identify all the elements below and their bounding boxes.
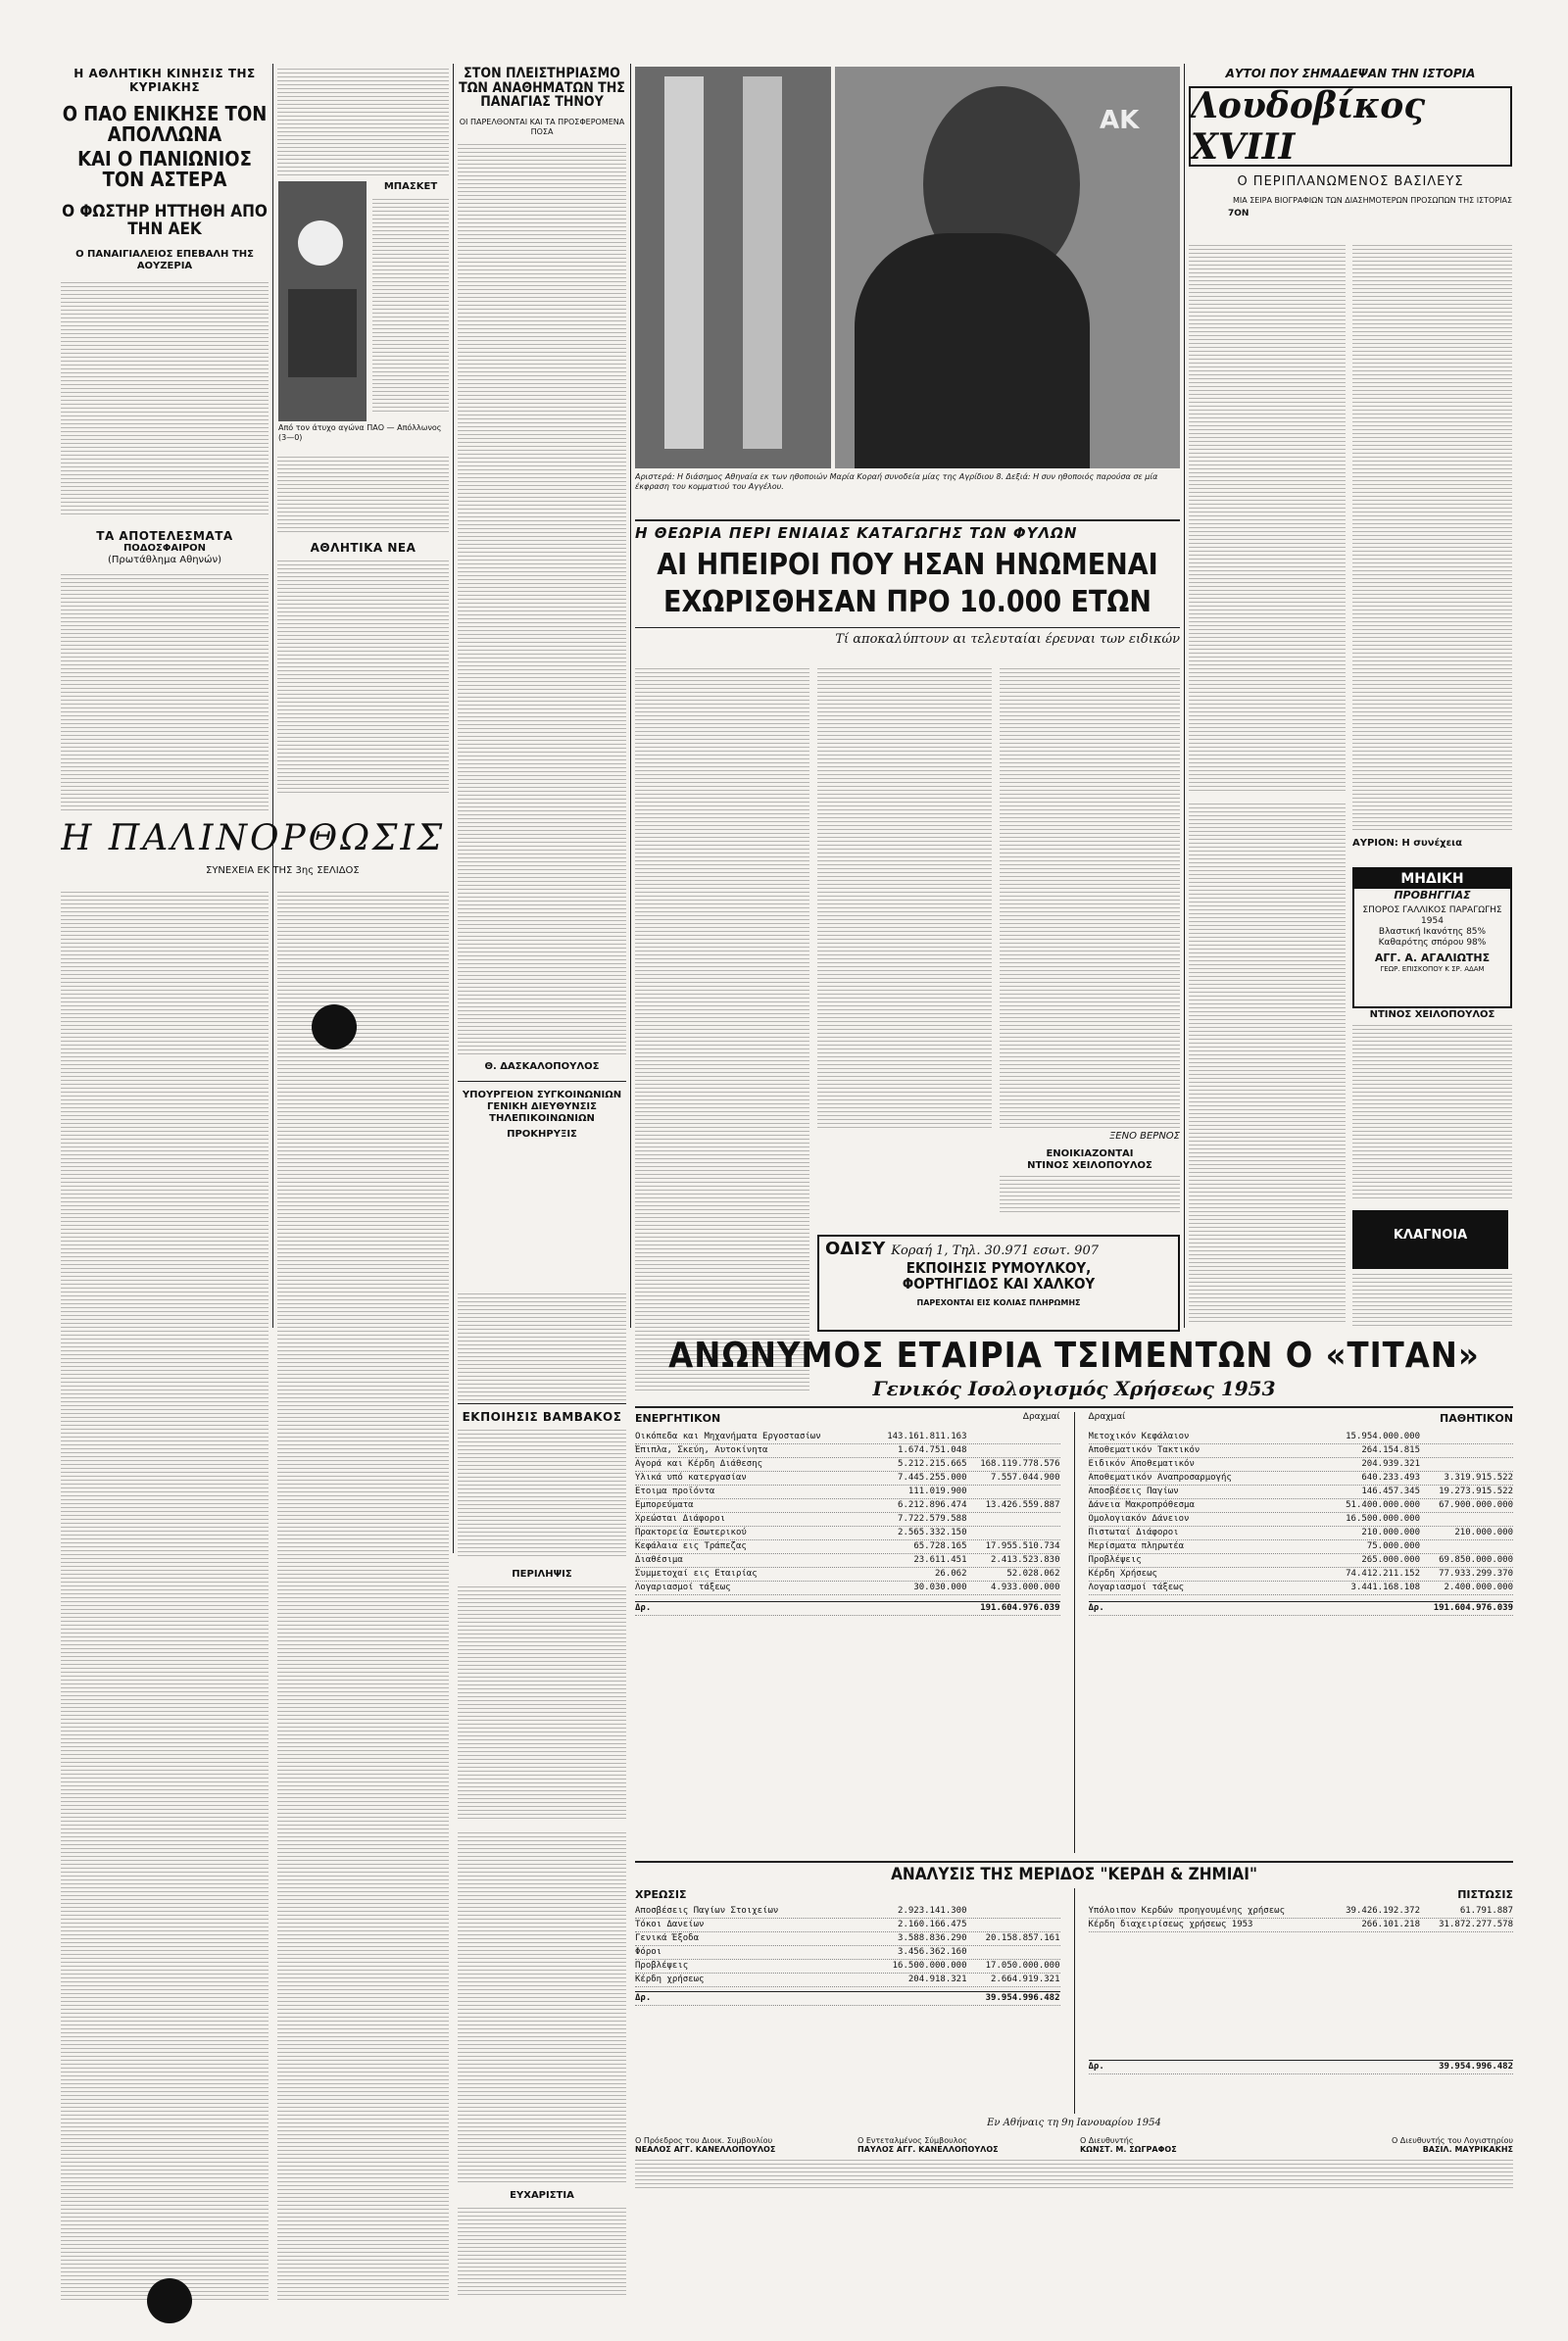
row-label: Εμπορεύματα — [635, 1499, 694, 1510]
row-subtotal: 2.400.000.000 — [1444, 1582, 1513, 1592]
row-label: Πρακτορεία Εσωτερικού — [635, 1527, 747, 1537]
row-label: Μερίσματα πληρωτέα — [1088, 1540, 1185, 1551]
table-row — [635, 1568, 1060, 1582]
row-subtotal: 20.158.857.161 — [985, 1932, 1060, 1943]
row-value: 75.000.000 — [1366, 1540, 1420, 1551]
row-subtotal: 61.791.887 — [1459, 1905, 1513, 1916]
tinos-sub: ΟΙ ΠΑΡΕΛΘΟΝΤΑΙ ΚΑΙ ΤΑ ΠΡΟΣΦΕΡΟΜΕΝΑ ΠΟΣΑ — [459, 118, 625, 136]
row-value: 640.233.493 — [1361, 1472, 1420, 1483]
sports-article — [61, 67, 269, 811]
row-subtotal — [1420, 1431, 1513, 1443]
auditor-text — [635, 2160, 1513, 2189]
midiki-sub: ΠΡΟΒΗΓΓΙΑΣ — [1394, 889, 1471, 902]
row-value: 7.722.579.588 — [898, 1513, 967, 1524]
assets-total: 191.604.976.039 — [980, 1602, 1060, 1613]
rent2-text — [1352, 1025, 1512, 1201]
table-row — [1089, 1472, 1514, 1486]
debit-total-row: Δρ. 39.954.996.482 — [635, 1991, 1060, 2006]
cotton-title: ΕΚΠΟΙΗΣΙΣ ΒΑΜΒΑΚΟΣ — [462, 1410, 622, 1424]
row-label: Κέρδη Χρήσεως — [1088, 1568, 1157, 1579]
rent-text — [1000, 1176, 1180, 1215]
row-label: Δάνεια Μακροπρόθεσμα — [1088, 1499, 1195, 1510]
debit-table — [635, 1905, 1060, 1987]
thanks-title: ΕΥΧΑΡΙΣΤΙΑ — [510, 2190, 574, 2201]
row-label: Έπιπλα, Σκεύη, Αυτοκίνητα — [635, 1444, 768, 1455]
liabilities-label: ΠΑΘΗΤΙΚΟΝ — [1440, 1411, 1513, 1425]
row-subtotal: 52.028.062 — [1006, 1568, 1060, 1579]
column-rule — [1074, 1412, 1075, 1853]
table-row — [635, 1974, 1060, 1987]
palinorthosis-header — [61, 818, 453, 867]
article-text — [61, 282, 269, 517]
row-value: 39.426.192.372 — [1346, 1905, 1420, 1916]
louis-text-col3 — [1189, 804, 1346, 1323]
sign1-name: ΝΕΑΛΟΣ ΑΓΓ. ΚΑΝΕΛΛΟΠΟΥΛΟΣ — [635, 2144, 776, 2154]
liabilities-column — [1089, 1412, 1514, 1853]
row-value: 5.212.215.665 — [898, 1458, 967, 1469]
credit-label: ΠΙΣΤΩΣΙΣ — [1457, 1887, 1513, 1901]
basket-text — [372, 199, 449, 415]
row-subtotal — [1420, 1513, 1513, 1526]
row-label: Αγορά και Κέρδη Διάθεσης — [635, 1458, 763, 1469]
louis-title-box — [1189, 86, 1512, 167]
table-row — [635, 1960, 1060, 1974]
sign-letters: ΑΚ — [1100, 106, 1140, 135]
row-value: 3.588.836.290 — [898, 1932, 967, 1943]
row-label: Χρεώσται Διάφοροι — [635, 1513, 726, 1524]
row-value: 7.445.255.000 — [898, 1472, 967, 1483]
row-value: 146.457.345 — [1361, 1486, 1420, 1496]
table-row — [1089, 1499, 1514, 1513]
signatures — [635, 2136, 1513, 2154]
row-label: Φόροι — [635, 1946, 662, 1957]
ministry-title: ΥΠΟΥΡΓΕΙΟΝ ΣΥΓΚΟΙΝΩΝΙΩΝ ΓΕΝΙΚΗ ΔΙΕΥΘΥΝΣΙΣ ΤΗΛΕΠΙΚΟΙΝΩΝΙΩΝ — [462, 1090, 622, 1125]
odisy-name: ΟΔΙΣΥ — [825, 1239, 886, 1259]
row-value: 111.019.900 — [907, 1486, 967, 1496]
basket-results — [277, 457, 449, 535]
row-subtotal: 7.557.044.900 — [991, 1472, 1060, 1483]
row-value: 74.412.211.152 — [1346, 1568, 1420, 1579]
assets-column — [635, 1412, 1060, 1853]
tinos-article — [458, 67, 626, 1331]
figure-shape — [855, 233, 1090, 468]
assets-table — [635, 1431, 1060, 1595]
photo-caption-wrap — [635, 472, 1180, 517]
sport-side-text — [372, 181, 449, 421]
row-subtotal: 168.119.778.576 — [980, 1458, 1060, 1469]
row-subtotal — [967, 1919, 1060, 1931]
row-label: Ετοιμα προϊόντα — [635, 1486, 715, 1496]
louis-text-col2 — [1352, 245, 1512, 833]
row-subtotal: 19.273.915.522 — [1439, 1486, 1513, 1496]
row-subtotal — [1420, 1444, 1513, 1457]
column-rule — [1184, 64, 1185, 1328]
row-value: 23.611.451 — [913, 1554, 967, 1565]
athletics-text — [277, 561, 449, 796]
row-subtotal — [967, 1527, 1060, 1539]
row-subtotal: 4.933.000.000 — [991, 1582, 1060, 1592]
louis-part: 7ΟΝ — [1228, 209, 1250, 219]
row-label: Μετοχικόν Κεφάλαιον — [1088, 1431, 1190, 1441]
midiki-brand: ΜΗΔΙΚΗ — [1354, 869, 1510, 889]
rent-name: ΝΤΙΝΟΣ ΧΕΙΛΟΠΟΥΛΟΣ — [1027, 1160, 1152, 1171]
row-value: 266.101.218 — [1361, 1919, 1420, 1929]
row-subtotal: 210.000.000 — [1454, 1527, 1513, 1537]
tinos-text — [458, 144, 626, 1055]
ink-blot — [147, 2278, 192, 2323]
sport-caption: Από τον άτυχο αγώνα ΠΑΟ — Απόλλωνος (3—0) — [278, 423, 442, 442]
table-row — [1089, 1905, 1514, 1919]
louis-text-col1 — [1189, 245, 1346, 794]
row-subtotal: 2.413.523.830 — [991, 1554, 1060, 1565]
rent2-title: ΝΤΙΝΟΣ ΧΕΙΛΟΠΟΥΛΟΣ — [1369, 1009, 1495, 1020]
klinos-ad — [1352, 1210, 1508, 1269]
row-label: Υπόλοιπον Κερδών προηγουμένης χρήσεως — [1088, 1905, 1285, 1916]
table-row — [635, 1486, 1060, 1499]
row-value: 26.062 — [934, 1568, 967, 1579]
sign2-name: ΠΑΥΛΟΣ ΑΓΓ. ΚΑΝΕΛΛΟΠΟΥΛΟΣ — [857, 2144, 999, 2154]
continents-deck: Τί αποκαλύπτουν αι τελευταίαι έρευναι των ειδικών — [635, 627, 1180, 647]
liabilities-table — [1089, 1431, 1514, 1595]
row-subtotal: 69.850.000.000 — [1439, 1554, 1513, 1565]
table-row — [635, 1582, 1060, 1595]
sports-headline-1: Ο ΠΑΟ ΕΝΙΚΗΣΕ ΤΟΝ ΑΠΟΛΛΩΝΑ — [62, 102, 268, 146]
table-row — [1089, 1458, 1514, 1472]
divider — [458, 1403, 626, 1404]
table-row — [635, 1932, 1060, 1946]
row-subtotal: 17.050.000.000 — [985, 1960, 1060, 1971]
row-subtotal: 3.319.915.522 — [1444, 1472, 1513, 1483]
table-row — [635, 1540, 1060, 1554]
ball-shape — [298, 220, 343, 266]
ministry-sub: ΠΡΟΚΗΡΥΞΙΣ — [507, 1129, 577, 1141]
continents-text-col2 — [817, 668, 992, 1129]
midiki-addr: ΓΕΩΡ. ΕΠΙΣΚΟΠΟΥ Κ ΣΡ. ΑΔΑΜ — [1380, 964, 1485, 973]
athletics-block — [277, 541, 449, 805]
row-label: Πιστωταί Διάφοροι — [1088, 1527, 1179, 1537]
table-row — [635, 1905, 1060, 1919]
titan-title: ΑΝΩΝΥΜΟΣ ΕΤΑΙΡΙΑ ΤΣΙΜΕΝΤΩΝ Ο «ΤΙΤΑΝ» — [668, 1338, 1480, 1376]
louis-article-head — [1189, 67, 1512, 272]
divider — [458, 1081, 626, 1082]
table-row — [1089, 1582, 1514, 1595]
pl-columns — [635, 1888, 1513, 2114]
ink-blot — [312, 1004, 357, 1049]
klinos-label: ΚΛΑΓΝΟΙΑ — [1393, 1228, 1468, 1243]
table-row — [1089, 1554, 1514, 1568]
row-label: Αποσβέσεις Παγίων — [1088, 1486, 1179, 1496]
titan-date: Εν Αθήναις τη 9η Ιανουαρίου 1954 — [987, 2117, 1161, 2128]
row-value: 65.728.165 — [913, 1540, 967, 1551]
assets-currency: Δραχμαί — [1022, 1411, 1060, 1422]
credit-table — [1089, 1905, 1514, 1932]
continents-article-head — [635, 524, 1180, 661]
continents-kicker: Η ΘΕΩΡΙΑ ΠΕΡΙ ΕΝΙΑΙΑΣ ΚΑΤΑΓΩΓΗΣ ΤΩΝ ΦΥΛΩΝ — [635, 524, 1078, 542]
sport-photo — [278, 181, 367, 421]
row-subtotal — [1420, 1458, 1513, 1471]
table-row — [1089, 1568, 1514, 1582]
liabilities-total-row: Δρ. 191.604.976.039 — [1089, 1601, 1514, 1616]
palinorthosis-text-col2 — [277, 892, 449, 2303]
table-row — [1089, 1486, 1514, 1499]
sports-headline-2: ΚΑΙ Ο ΠΑΝΙΩΝΙΟΣ ΤΟΝ ΑΣΤΕΡΑ — [77, 147, 252, 191]
liabilities-currency: Δραχμαί — [1088, 1411, 1126, 1422]
photo-caption: Αριστερά: Η διάσημος Αθηναία εκ των ηθοποιών Μαρία Κοραή συνοδεία μίας της Αγρίδιου 8. Δεξιά: Η συν ηθοποιός παρούσα σε μία έκφραση του κομματιού του Αγγέλου. — [635, 472, 1158, 491]
balance-columns — [635, 1412, 1513, 1853]
row-value: 265.000.000 — [1361, 1554, 1420, 1565]
row-subtotal: 31.872.277.578 — [1439, 1919, 1513, 1929]
ministry-text — [458, 1293, 626, 1401]
row-label: Αποσβέσεις Παγίων Στοιχείων — [635, 1905, 779, 1916]
right-footer-text — [1352, 1274, 1512, 1328]
row-value: 51.400.000.000 — [1346, 1499, 1420, 1510]
row-value: 204.918.321 — [907, 1974, 967, 1984]
table-row — [635, 1472, 1060, 1486]
row-label: Προβλέψεις — [1088, 1554, 1142, 1565]
titan-subtitle: Γενικός Ισολογισμός Χρήσεως 1953 — [872, 1376, 1276, 1400]
lost-title: ΠΕΡΙΛΗΨΙΣ — [512, 1569, 572, 1580]
credit-total: 39.954.996.482 — [1439, 2061, 1513, 2072]
midiki-name: ΑΓΓ. Α. ΑΓΑΛΙΩΤΗΣ — [1374, 951, 1491, 965]
row-value: 204.939.321 — [1361, 1458, 1420, 1469]
row-label: Συμμετοχαί εις Εταιρίας — [635, 1568, 758, 1579]
row-value: 2.923.141.300 — [898, 1905, 967, 1916]
sports-subhead: Ο ΠΑΝΑΙΓΙΑΛΕΙΟΣ ΕΠΕΒΑΛΗ ΤΗΣ ΑΟΥΖΕΡΙΑ — [75, 248, 254, 271]
table-row — [1089, 1527, 1514, 1540]
row-subtotal — [967, 1905, 1060, 1918]
louis-series: ΜΙΑ ΣΕΙΡΑ ΒΙΟΓΡΑΦΙΩΝ ΤΩΝ ΔΙΑΣΗΜΟΤΕΡΩΝ ΠΡΟΣΩΠΩΝ ΤΗΣ ΙΣΤΟΡΙΑΣ — [1232, 195, 1512, 205]
column-rule — [630, 64, 631, 1328]
sports-kicker: Η ΑΘΛΗΤΙΚΗ ΚΙΝΗΣΙΣ ΤΗΣ ΚΥΡΙΑΚΗΣ — [74, 67, 256, 94]
row-value: 16.500.000.000 — [1346, 1513, 1420, 1524]
continents-headline-1: ΑΙ ΗΠΕΙΡΟΙ ΠΟΥ ΗΣΑΝ ΗΝΩΜΕΝΑΙ — [657, 548, 1158, 582]
row-label: Διαθέσιμα — [635, 1554, 683, 1565]
pl-title: ΑΝΑΛΥΣΙΣ ΤΗΣ ΜΕΡΙΔΟΣ "ΚΕΡΔΗ & ΖΗΜΙΑΙ" — [891, 1864, 1257, 1884]
row-label: Ειδικόν Αποθεματικόν — [1088, 1458, 1195, 1469]
midiki-ad — [1352, 867, 1512, 1008]
row-label: Προβλέψεις — [635, 1960, 689, 1971]
section-rule — [635, 519, 1180, 521]
basket-title: ΜΠΑΣΚΕΤ — [383, 181, 438, 192]
continents-text-col3 — [1000, 668, 1180, 1129]
midiki-line-3: Καθαρότης σπόρου 98% — [1378, 937, 1487, 948]
louis-tomorrow-wrap — [1352, 838, 1512, 861]
column-rule — [272, 64, 273, 1328]
row-value: 1.674.751.048 — [898, 1444, 967, 1455]
notices-text — [458, 1832, 626, 2185]
row-label: Τόκοι Δανείων — [635, 1919, 705, 1929]
athletics-title: ΑΘΛΗΤΙΚΑ ΝΕΑ — [310, 541, 416, 555]
sports-headline-3: Ο ΦΩΣΤΗΡ ΗΤΤΗΘΗ ΑΠΟ ΤΗΝ ΑΕΚ — [62, 202, 268, 239]
row-value: 264.154.815 — [1361, 1444, 1420, 1455]
row-subtotal — [967, 1486, 1060, 1498]
louis-kicker: ΑΥΤΟΙ ΠΟΥ ΣΗΜΑΔΕΨΑΝ ΤΗΝ ΙΣΤΟΡΙΑ — [1225, 67, 1476, 80]
row-value: 2.160.166.475 — [898, 1919, 967, 1929]
row-label: Ομολογιακόν Δάνειον — [1088, 1513, 1190, 1524]
rent-title: ΕΝΟΙΚΙΑΖΟΝΤΑΙ — [1046, 1148, 1134, 1159]
column-rule — [1074, 1888, 1075, 2114]
midiki-line-1: ΣΠΟΡΟΣ ΓΑΛΛΙΚΟΣ ΠΑΡΑΓΩΓΗΣ 1954 — [1362, 905, 1502, 926]
palinorthosis-title: Η ΠΑΛΙΝΟΡΘΩΣΙΣ — [61, 818, 446, 858]
row-subtotal — [967, 1946, 1060, 1959]
row-subtotal: 17.955.510.734 — [985, 1540, 1060, 1551]
sports-text-col2 — [277, 69, 449, 176]
row-label: Κέρδη διαχειρίσεως χρήσεως 1953 — [1088, 1919, 1253, 1929]
louis-title: Λουδοβίκος XVIII — [1191, 85, 1426, 168]
row-subtotal — [967, 1431, 1060, 1443]
row-value: 143.161.811.163 — [887, 1431, 967, 1441]
divider — [635, 1861, 1513, 1863]
sport-caption-wrap — [278, 423, 450, 453]
titan-balance-sheet — [635, 1338, 1513, 2303]
continents-headline-2: ΕΧΩΡΙΣΘΗΣΑΝ ΠΡΟ 10.000 ΕΤΩΝ — [663, 584, 1152, 619]
row-subtotal — [1420, 1540, 1513, 1553]
liabilities-total: 191.604.976.039 — [1433, 1602, 1513, 1613]
cotton-text — [458, 1430, 626, 1557]
assets-label: ΕΝΕΡΓΗΤΙΚΟΝ — [635, 1411, 721, 1425]
results-sub: ΠΟΔΟΣΦΑΙΡΟΝ — [122, 542, 207, 554]
table-row — [1089, 1513, 1514, 1527]
row-label: Αποθεματικόν Τακτικόν — [1088, 1444, 1200, 1455]
credit-total-row: Δρ. 39.954.996.482 — [1089, 2060, 1514, 2074]
column-shape — [664, 76, 704, 449]
table-row — [635, 1431, 1060, 1444]
row-label: Αποθεματικόν Αναπροσαρμογής — [1088, 1472, 1232, 1483]
row-label: Λογαριασμοί τάξεως — [1088, 1582, 1185, 1592]
thanks-block — [458, 2190, 626, 2308]
rent2-block — [1352, 1009, 1512, 1205]
row-subtotal: 13.426.559.887 — [985, 1499, 1060, 1510]
continents-signature: ΞΕΝΟ ΒΕΡΝΟΣ — [1108, 1131, 1180, 1142]
row-label: Κεφάλαια εις Τράπεζας — [635, 1540, 747, 1551]
table-row — [635, 1499, 1060, 1513]
row-value: 15.954.000.000 — [1346, 1431, 1420, 1441]
table-row — [1089, 1540, 1514, 1554]
row-subtotal: 67.900.000.000 — [1439, 1499, 1513, 1510]
table-row — [635, 1919, 1060, 1932]
table-row — [635, 1444, 1060, 1458]
results-title: ΤΑ ΑΠΟΤΕΛΕΣΜΑΤΑ — [96, 528, 233, 543]
table-row — [635, 1946, 1060, 1960]
sign3-name: ΚΩΝΣΤ. Μ. ΣΩΓΡΑΦΟΣ — [1079, 2144, 1177, 2154]
row-subtotal: 77.933.299.370 — [1439, 1568, 1513, 1579]
midiki-line-2: Βλαστική Ικανότης 85% — [1378, 926, 1487, 937]
sign3-role: Ο Διευθυντής — [1079, 2135, 1134, 2145]
row-value: 16.500.000.000 — [892, 1960, 967, 1971]
results-sub-2: (Πρωτάθλημα Αθηνών) — [107, 554, 221, 565]
debit-total: 39.954.996.482 — [985, 1992, 1060, 2003]
continents-text-col1 — [635, 668, 809, 1393]
palinorthosis-sub: ΣΥΝΕΧΕΙΑ ΕΚ ΤΗΣ 3ης ΣΕΛΙΔΟΣ — [206, 865, 360, 876]
tinos-headline: ΣΤΟΝ ΠΛΕΙΣΤΗΡΙΑΣΜΟ ΤΩΝ ΑΝΑΘΗΜΑΤΩΝ ΤΗΣ ΠΑΝΑΓΙΑΣ ΤΗΝΟΥ — [459, 67, 625, 111]
sign1-role: Ο Πρόεδρος του Διοικ. Συμβουλίου — [635, 2135, 773, 2145]
table-row — [635, 1527, 1060, 1540]
row-value: 210.000.000 — [1361, 1527, 1420, 1537]
odisy-ad — [817, 1235, 1180, 1332]
table-row — [1089, 1431, 1514, 1444]
louis-subtitle: Ο ΠΕΡΙΠΛΑΝΩΜΕΝΟΣ ΒΑΣΙΛΕΥΣ — [1237, 174, 1464, 189]
row-value: 30.030.000 — [913, 1582, 967, 1592]
photo-right — [835, 67, 1180, 468]
table-row — [1089, 1444, 1514, 1458]
results-text — [61, 574, 269, 811]
row-subtotal — [967, 1444, 1060, 1457]
lost-text — [458, 1586, 626, 1822]
table-row — [635, 1554, 1060, 1568]
debit-label: ΧΡΕΩΣΙΣ — [635, 1887, 687, 1901]
table-row — [635, 1513, 1060, 1527]
table-row — [1089, 1919, 1514, 1932]
credit-column — [1089, 1888, 1514, 2114]
continents-end — [1000, 1131, 1180, 1225]
row-label: Υλικά υπό κατεργασίαν — [635, 1472, 747, 1483]
odisy-footer: ΠΑΡΕΧΟΝΤΑΙ ΕΙΣ ΚΟΛΙΑΣ ΠΛΗΡΩΜΗΣ — [916, 1297, 1081, 1307]
row-value: 2.565.332.150 — [898, 1527, 967, 1537]
row-label: Γενικά Έξοδα — [635, 1932, 700, 1943]
palinorthosis-sub-wrap — [206, 865, 451, 889]
row-subtotal: 2.664.919.321 — [991, 1974, 1060, 1984]
odisy-title-2: ΦΟΡΤΗΓΙΔΟΣ ΚΑΙ ΧΑΛΚΟΥ — [902, 1274, 1096, 1292]
sign2-role: Ο Εντεταλμένος Σύμβουλος — [857, 2135, 968, 2145]
row-subtotal — [967, 1513, 1060, 1526]
odisy-title-1: ΕΚΠΟΙΗΣΙΣ ΡΥΜΟΥΛΚΟΥ, — [906, 1259, 1092, 1277]
sign4-role: Ο Διευθυντής του Λογιστηρίου — [1391, 2135, 1513, 2145]
thanks-text — [458, 2208, 626, 2296]
sign4-name: ΒΑΣΙΛ. ΜΑΥΡΙΚΑΚΗΣ — [1422, 2144, 1513, 2154]
tinos-signature: Θ. ΔΑΣΚΑΛΟΠΟΥΛΟΣ — [484, 1061, 600, 1073]
row-value: 6.212.896.474 — [898, 1499, 967, 1510]
cotton-block — [458, 1403, 626, 1825]
divider — [635, 1406, 1513, 1408]
table-row — [635, 1458, 1060, 1472]
assets-total-row: Δρ. 191.604.976.039 — [635, 1601, 1060, 1616]
row-value: 3.441.168.108 — [1350, 1582, 1420, 1592]
row-label: Οικόπεδα και Μηχανήματα Εργοστασίων — [635, 1431, 821, 1441]
column-shape — [743, 76, 782, 449]
debit-column — [635, 1888, 1060, 2114]
louis-tomorrow: ΑΥΡΙΟΝ: Η συνέχεια — [1352, 838, 1462, 849]
row-label: Κέρδη χρήσεως — [635, 1974, 705, 1984]
photo-left — [635, 67, 831, 468]
column-rule — [453, 64, 454, 1553]
row-label: Λογαριασμοί τάξεως — [635, 1582, 731, 1592]
row-value: 3.456.362.160 — [898, 1946, 967, 1957]
palinorthosis-text-col1 — [61, 892, 269, 2303]
player-shape — [288, 289, 357, 377]
odisy-info: Κοραή 1, Τηλ. 30.971 εσωτ. 907 — [891, 1244, 1099, 1258]
